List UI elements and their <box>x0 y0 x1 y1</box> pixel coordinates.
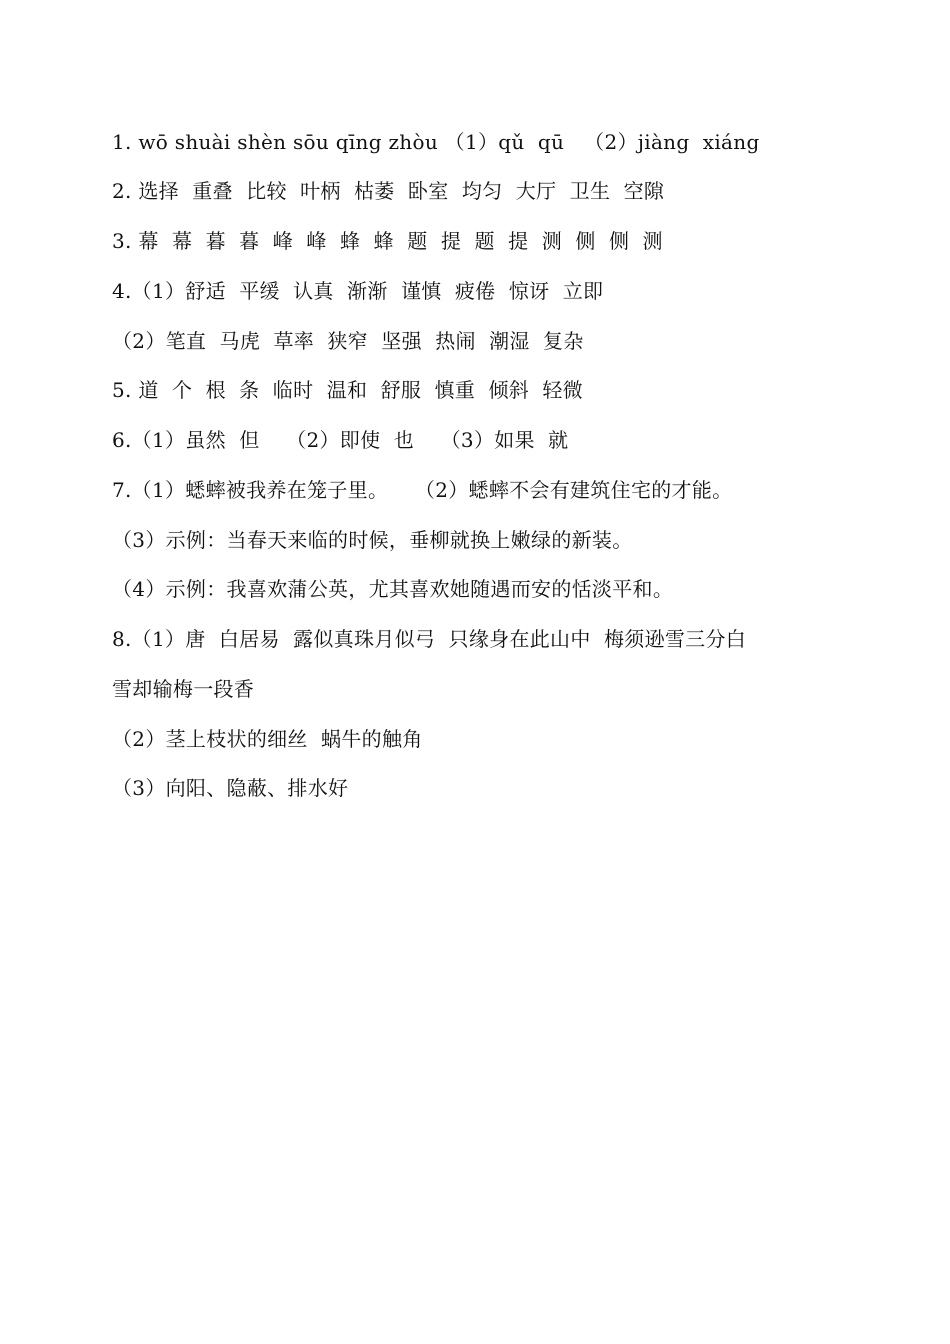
answer-line-3: 3. 幕 幕 暮 暮 峰 峰 蜂 蜂 题 提 题 提 测 侧 侧 测 <box>112 229 663 253</box>
answer-line-6: 5. 道 个 根 条 临时 温和 舒服 慎重 倾斜 轻微 <box>112 378 583 402</box>
answer-line-2: 2. 选择 重叠 比较 叶柄 枯萎 卧室 均匀 大厅 卫生 空隙 <box>112 179 665 203</box>
answer-line-12: 雪却输梅一段香 <box>112 677 255 701</box>
answer-line-14: （3）向阳、隐蔽、排水好 <box>112 776 349 800</box>
answer-line-4: 4.（1）舒适 平缓 认真 渐渐 谨慎 疲倦 惊讶 立即 <box>112 279 604 303</box>
answer-line-13: （2）茎上枝状的细丝 蜗牛的触角 <box>112 727 423 751</box>
answer-line-5: （2）笔直 马虎 草率 狭窄 坚强 热闹 潮湿 复杂 <box>112 329 584 353</box>
answer-line-7: 6.（1）虽然 但 （2）即使 也 （3）如果 就 <box>112 428 569 452</box>
answer-line-1: 1. wō shuài shèn sōu qīng zhòu （1）qǔ qū （2）jiàng xiáng <box>112 130 760 154</box>
answer-line-8: 7.（1）蟋蟀被我养在笼子里。 （2）蟋蟀不会有建筑住宅的才能。 <box>112 478 733 502</box>
answer-line-11: 8.（1）唐 白居易 露似真珠月似弓 只缘身在此山中 梅须逊雪三分白 <box>112 627 747 651</box>
answer-line-10: （4）示例：我喜欢蒲公英，尤其喜欢她随遇而安的恬淡平和。 <box>112 577 674 601</box>
answer-line-9: （3）示例：当春天来临的时候，垂柳就换上嫩绿的新装。 <box>112 528 633 552</box>
